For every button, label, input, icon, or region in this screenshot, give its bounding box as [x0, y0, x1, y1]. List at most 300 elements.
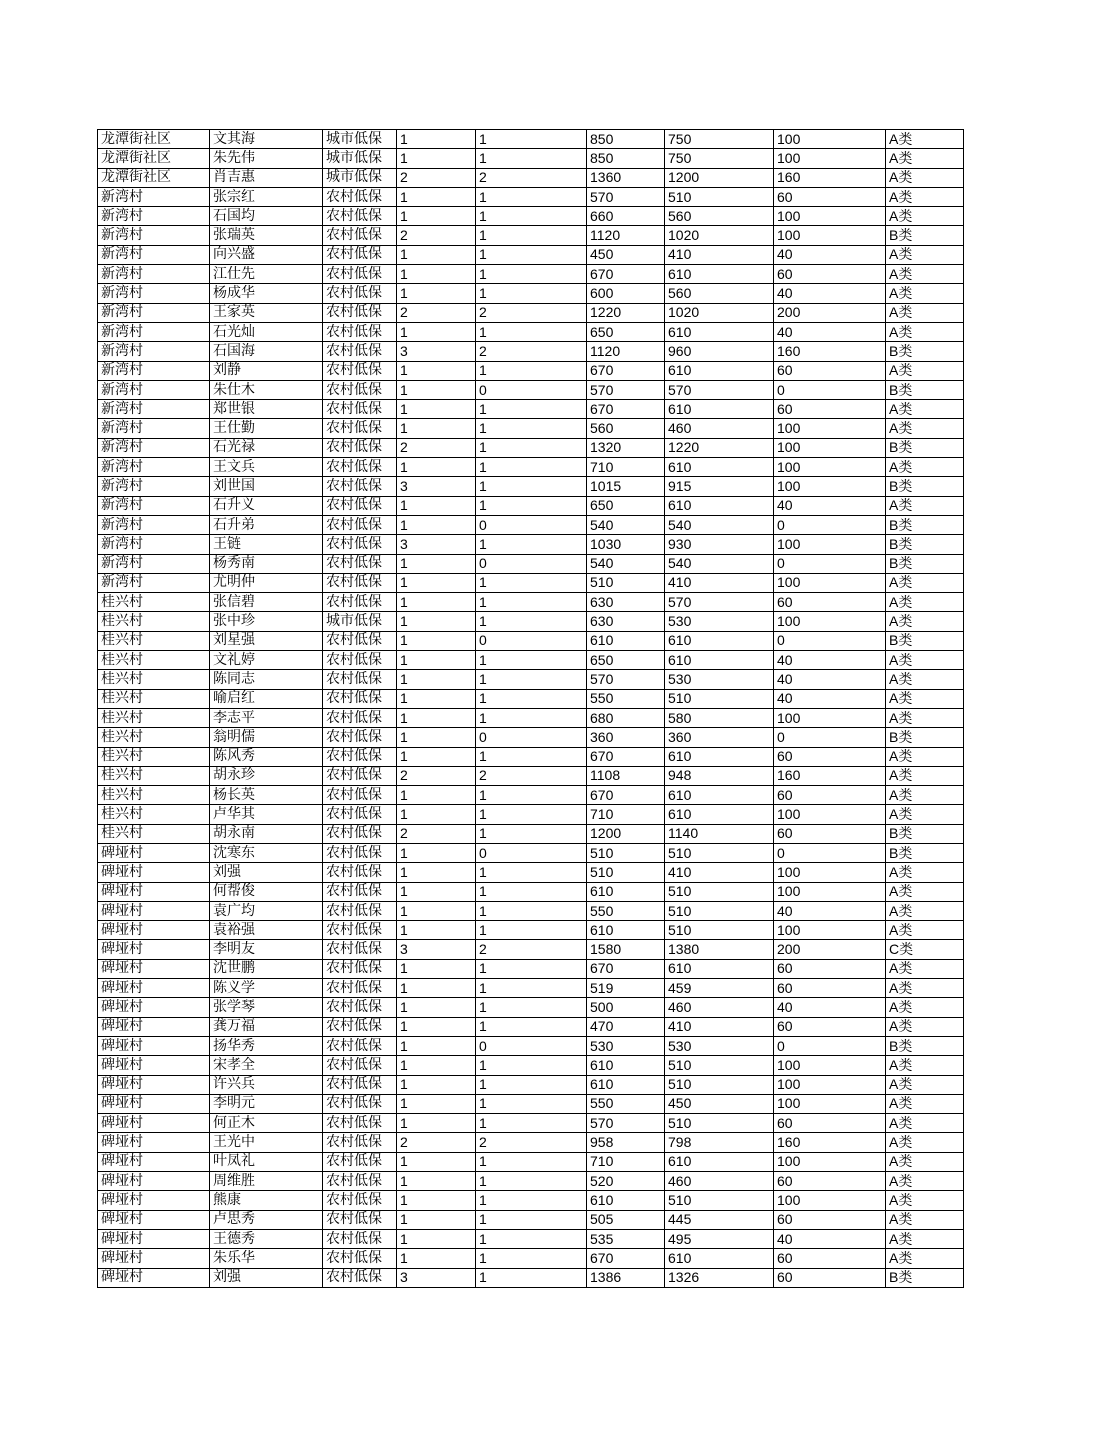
cell-subsidy-amount: 100: [774, 149, 886, 168]
cell-covered-persons: 1: [476, 1268, 587, 1287]
cell-name: 熊康: [210, 1191, 323, 1210]
cell-family-income: 610: [665, 322, 774, 341]
cell-subsidy-amount: 40: [774, 670, 886, 689]
cell-subsidy-amount: 100: [774, 1152, 886, 1171]
cell-category: 农村低保: [323, 1094, 397, 1113]
cell-covered-persons: 1: [476, 593, 587, 612]
cell-category: 农村低保: [323, 901, 397, 920]
cell-family-income: 960: [665, 342, 774, 361]
cell-subsidy-amount: 100: [774, 708, 886, 727]
cell-subsidy-amount: 40: [774, 689, 886, 708]
cell-village: 桂兴村: [98, 747, 210, 766]
cell-name: 石光灿: [210, 322, 323, 341]
table-row: [98, 1133, 964, 1152]
cell-name: 刘星强: [210, 631, 323, 650]
cell-subsidy-amount: 100: [774, 1075, 886, 1094]
cell-name: 何帮俊: [210, 882, 323, 901]
cell-category: 农村低保: [323, 1056, 397, 1075]
cell-class: A类: [886, 1114, 964, 1133]
cell-village: 龙潭街社区: [98, 149, 210, 168]
cell-class: A类: [886, 458, 964, 477]
cell-class: A类: [886, 265, 964, 284]
cell-covered-persons: 1: [476, 130, 587, 149]
cell-village: 新湾村: [98, 245, 210, 264]
cell-household-size: 2: [397, 1133, 476, 1152]
cell-standard-amount: 520: [587, 1172, 665, 1191]
table-row: [98, 651, 964, 670]
cell-class: B类: [886, 438, 964, 457]
cell-village: 桂兴村: [98, 766, 210, 785]
cell-household-size: 3: [397, 342, 476, 361]
cell-category: 农村低保: [323, 670, 397, 689]
cell-class: A类: [886, 689, 964, 708]
cell-standard-amount: 470: [587, 1017, 665, 1036]
cell-household-size: 1: [397, 130, 476, 149]
cell-class: B类: [886, 554, 964, 573]
cell-class: A类: [886, 303, 964, 322]
cell-household-size: 2: [397, 303, 476, 322]
cell-category: 农村低保: [323, 322, 397, 341]
cell-household-size: 1: [397, 979, 476, 998]
cell-covered-persons: 1: [476, 438, 587, 457]
cell-village: 碑垭村: [98, 1114, 210, 1133]
cell-subsidy-amount: 100: [774, 226, 886, 245]
cell-family-income: 610: [665, 458, 774, 477]
cell-village: 新湾村: [98, 477, 210, 496]
cell-covered-persons: 1: [476, 361, 587, 380]
cell-household-size: 1: [397, 728, 476, 747]
cell-family-income: 798: [665, 1133, 774, 1152]
cell-subsidy-amount: 100: [774, 458, 886, 477]
cell-family-income: 750: [665, 149, 774, 168]
cell-subsidy-amount: 200: [774, 940, 886, 959]
table-row: [98, 766, 964, 785]
cell-covered-persons: 1: [476, 245, 587, 264]
table-row: [98, 419, 964, 438]
cell-subsidy-amount: 60: [774, 1249, 886, 1268]
cell-category: 农村低保: [323, 187, 397, 206]
cell-standard-amount: 1108: [587, 766, 665, 785]
cell-household-size: 1: [397, 921, 476, 940]
cell-family-income: 560: [665, 207, 774, 226]
cell-category: 农村低保: [323, 1114, 397, 1133]
cell-name: 王家英: [210, 303, 323, 322]
cell-village: 碑垭村: [98, 1133, 210, 1152]
cell-name: 张学琴: [210, 998, 323, 1017]
cell-category: 农村低保: [323, 863, 397, 882]
cell-standard-amount: 510: [587, 863, 665, 882]
cell-name: 袁裕强: [210, 921, 323, 940]
cell-category: 农村低保: [323, 843, 397, 862]
cell-subsidy-amount: 40: [774, 496, 886, 515]
cell-class: B类: [886, 226, 964, 245]
cell-family-income: 610: [665, 265, 774, 284]
cell-class: A类: [886, 786, 964, 805]
cell-name: 王链: [210, 535, 323, 554]
cell-class: A类: [886, 207, 964, 226]
cell-household-size: 1: [397, 1075, 476, 1094]
cell-covered-persons: 1: [476, 670, 587, 689]
cell-family-income: 460: [665, 998, 774, 1017]
cell-covered-persons: 1: [476, 535, 587, 554]
cell-standard-amount: 540: [587, 554, 665, 573]
cell-family-income: 1220: [665, 438, 774, 457]
cell-standard-amount: 450: [587, 245, 665, 264]
cell-standard-amount: 1386: [587, 1268, 665, 1287]
cell-category: 农村低保: [323, 284, 397, 303]
cell-subsidy-amount: 40: [774, 901, 886, 920]
cell-household-size: 1: [397, 1056, 476, 1075]
cell-covered-persons: 2: [476, 168, 587, 187]
cell-standard-amount: 610: [587, 921, 665, 940]
table-row: [98, 438, 964, 457]
cell-family-income: 510: [665, 689, 774, 708]
cell-family-income: 530: [665, 670, 774, 689]
cell-household-size: 1: [397, 245, 476, 264]
cell-standard-amount: 670: [587, 786, 665, 805]
cell-subsidy-amount: 60: [774, 824, 886, 843]
relief-recipient-table: [97, 129, 964, 1288]
cell-covered-persons: 0: [476, 380, 587, 399]
cell-covered-persons: 1: [476, 1114, 587, 1133]
cell-name: 刘世国: [210, 477, 323, 496]
cell-household-size: 3: [397, 940, 476, 959]
cell-covered-persons: 1: [476, 207, 587, 226]
cell-name: 朱先伟: [210, 149, 323, 168]
cell-village: 碑垭村: [98, 921, 210, 940]
table-row: [98, 1036, 964, 1055]
cell-household-size: 1: [397, 265, 476, 284]
cell-class: A类: [886, 805, 964, 824]
cell-class: A类: [886, 1056, 964, 1075]
cell-household-size: 1: [397, 1229, 476, 1248]
cell-class: A类: [886, 593, 964, 612]
cell-subsidy-amount: 40: [774, 998, 886, 1017]
cell-standard-amount: 850: [587, 130, 665, 149]
table-row: [98, 901, 964, 920]
cell-standard-amount: 670: [587, 400, 665, 419]
cell-category: 农村低保: [323, 824, 397, 843]
cell-name: 王德秀: [210, 1229, 323, 1248]
table-row: [98, 824, 964, 843]
cell-family-income: 610: [665, 496, 774, 515]
cell-subsidy-amount: 100: [774, 1056, 886, 1075]
cell-name: 石光禄: [210, 438, 323, 457]
cell-village: 新湾村: [98, 361, 210, 380]
cell-name: 杨秀南: [210, 554, 323, 573]
cell-subsidy-amount: 0: [774, 728, 886, 747]
cell-covered-persons: 0: [476, 728, 587, 747]
cell-household-size: 1: [397, 786, 476, 805]
cell-category: 农村低保: [323, 1210, 397, 1229]
cell-household-size: 1: [397, 651, 476, 670]
cell-household-size: 2: [397, 226, 476, 245]
cell-family-income: 510: [665, 901, 774, 920]
cell-household-size: 1: [397, 747, 476, 766]
cell-household-size: 1: [397, 284, 476, 303]
cell-subsidy-amount: 0: [774, 554, 886, 573]
cell-standard-amount: 500: [587, 998, 665, 1017]
cell-family-income: 1020: [665, 226, 774, 245]
cell-subsidy-amount: 100: [774, 1191, 886, 1210]
cell-covered-persons: 1: [476, 149, 587, 168]
table-row: [98, 573, 964, 592]
cell-standard-amount: 610: [587, 1075, 665, 1094]
cell-family-income: 445: [665, 1210, 774, 1229]
cell-name: 石升弟: [210, 515, 323, 534]
cell-family-income: 510: [665, 1075, 774, 1094]
cell-household-size: 1: [397, 458, 476, 477]
cell-category: 农村低保: [323, 303, 397, 322]
cell-subsidy-amount: 60: [774, 1268, 886, 1287]
cell-village: 碑垭村: [98, 940, 210, 959]
cell-category: 城市低保: [323, 168, 397, 187]
table-row: [98, 1268, 964, 1287]
cell-family-income: 948: [665, 766, 774, 785]
cell-village: 新湾村: [98, 265, 210, 284]
cell-class: A类: [886, 708, 964, 727]
cell-name: 杨长英: [210, 786, 323, 805]
cell-name: 张中珍: [210, 612, 323, 631]
cell-subsidy-amount: 60: [774, 400, 886, 419]
cell-subsidy-amount: 100: [774, 130, 886, 149]
cell-household-size: 1: [397, 380, 476, 399]
cell-village: 碑垭村: [98, 1249, 210, 1268]
cell-category: 农村低保: [323, 1268, 397, 1287]
cell-category: 农村低保: [323, 631, 397, 650]
cell-name: 翁明儒: [210, 728, 323, 747]
table-row: [98, 149, 964, 168]
table-row: [98, 400, 964, 419]
cell-subsidy-amount: 0: [774, 1036, 886, 1055]
cell-category: 城市低保: [323, 130, 397, 149]
cell-standard-amount: 1200: [587, 824, 665, 843]
cell-subsidy-amount: 60: [774, 593, 886, 612]
cell-standard-amount: 550: [587, 901, 665, 920]
cell-name: 陈义学: [210, 979, 323, 998]
cell-family-income: 460: [665, 1172, 774, 1191]
cell-class: A类: [886, 651, 964, 670]
cell-category: 农村低保: [323, 1017, 397, 1036]
table-row: [98, 265, 964, 284]
cell-class: A类: [886, 979, 964, 998]
cell-covered-persons: 2: [476, 342, 587, 361]
table-row: [98, 245, 964, 264]
cell-class: A类: [886, 1210, 964, 1229]
cell-household-size: 1: [397, 419, 476, 438]
cell-category: 农村低保: [323, 1229, 397, 1248]
table-row: [98, 477, 964, 496]
cell-village: 新湾村: [98, 226, 210, 245]
cell-name: 郑世银: [210, 400, 323, 419]
cell-class: A类: [886, 1133, 964, 1152]
cell-standard-amount: 550: [587, 689, 665, 708]
cell-subsidy-amount: 60: [774, 786, 886, 805]
cell-standard-amount: 710: [587, 458, 665, 477]
cell-category: 农村低保: [323, 419, 397, 438]
cell-family-income: 750: [665, 130, 774, 149]
cell-name: 卢思秀: [210, 1210, 323, 1229]
cell-name: 卢华其: [210, 805, 323, 824]
cell-category: 农村低保: [323, 554, 397, 573]
cell-village: 桂兴村: [98, 708, 210, 727]
cell-household-size: 1: [397, 959, 476, 978]
cell-category: 农村低保: [323, 651, 397, 670]
cell-category: 农村低保: [323, 786, 397, 805]
cell-class: A类: [886, 187, 964, 206]
cell-village: 碑垭村: [98, 1017, 210, 1036]
cell-category: 农村低保: [323, 535, 397, 554]
cell-household-size: 1: [397, 187, 476, 206]
cell-household-size: 1: [397, 361, 476, 380]
cell-family-income: 610: [665, 959, 774, 978]
cell-standard-amount: 630: [587, 593, 665, 612]
cell-covered-persons: 1: [476, 496, 587, 515]
cell-village: 碑垭村: [98, 1229, 210, 1248]
cell-village: 碑垭村: [98, 998, 210, 1017]
cell-covered-persons: 1: [476, 805, 587, 824]
cell-class: A类: [886, 245, 964, 264]
cell-subsidy-amount: 100: [774, 573, 886, 592]
cell-category: 农村低保: [323, 940, 397, 959]
table-row: [98, 1017, 964, 1036]
cell-class: A类: [886, 766, 964, 785]
cell-village: 桂兴村: [98, 728, 210, 747]
cell-family-income: 1326: [665, 1268, 774, 1287]
cell-class: A类: [886, 612, 964, 631]
cell-standard-amount: 1220: [587, 303, 665, 322]
cell-covered-persons: 1: [476, 901, 587, 920]
cell-standard-amount: 550: [587, 1094, 665, 1113]
cell-covered-persons: 1: [476, 1210, 587, 1229]
cell-class: A类: [886, 322, 964, 341]
cell-covered-persons: 1: [476, 1191, 587, 1210]
cell-village: 碑垭村: [98, 1075, 210, 1094]
cell-name: 龚万福: [210, 1017, 323, 1036]
cell-class: A类: [886, 1094, 964, 1113]
cell-category: 农村低保: [323, 747, 397, 766]
cell-subsidy-amount: 160: [774, 1133, 886, 1152]
cell-village: 新湾村: [98, 207, 210, 226]
cell-subsidy-amount: 100: [774, 863, 886, 882]
cell-category: 农村低保: [323, 265, 397, 284]
cell-covered-persons: 1: [476, 708, 587, 727]
table-row: [98, 130, 964, 149]
cell-covered-persons: 1: [476, 998, 587, 1017]
cell-name: 杨成华: [210, 284, 323, 303]
cell-village: 新湾村: [98, 554, 210, 573]
cell-village: 新湾村: [98, 322, 210, 341]
table-row: [98, 342, 964, 361]
cell-village: 新湾村: [98, 535, 210, 554]
cell-covered-persons: 1: [476, 689, 587, 708]
cell-family-income: 410: [665, 245, 774, 264]
cell-subsidy-amount: 200: [774, 303, 886, 322]
table-row: [98, 1094, 964, 1113]
table-row: [98, 863, 964, 882]
table-row: [98, 593, 964, 612]
table-row: [98, 1075, 964, 1094]
cell-household-size: 1: [397, 515, 476, 534]
cell-name: 刘强: [210, 863, 323, 882]
cell-standard-amount: 650: [587, 322, 665, 341]
cell-name: 肖吉惠: [210, 168, 323, 187]
cell-subsidy-amount: 100: [774, 207, 886, 226]
cell-category: 农村低保: [323, 1249, 397, 1268]
cell-category: 农村低保: [323, 245, 397, 264]
cell-name: 胡永珍: [210, 766, 323, 785]
cell-subsidy-amount: 100: [774, 477, 886, 496]
cell-village: 碑垭村: [98, 1056, 210, 1075]
table-row: [98, 496, 964, 515]
table-row: [98, 959, 964, 978]
cell-subsidy-amount: 160: [774, 168, 886, 187]
cell-household-size: 1: [397, 1114, 476, 1133]
cell-name: 王文兵: [210, 458, 323, 477]
cell-covered-persons: 1: [476, 1094, 587, 1113]
cell-covered-persons: 1: [476, 786, 587, 805]
cell-household-size: 2: [397, 766, 476, 785]
cell-category: 农村低保: [323, 207, 397, 226]
cell-subsidy-amount: 40: [774, 322, 886, 341]
table-row: [98, 515, 964, 534]
cell-family-income: 460: [665, 419, 774, 438]
cell-subsidy-amount: 100: [774, 921, 886, 940]
cell-class: A类: [886, 130, 964, 149]
cell-category: 农村低保: [323, 1075, 397, 1094]
cell-covered-persons: 1: [476, 1056, 587, 1075]
cell-name: 朱乐华: [210, 1249, 323, 1268]
cell-family-income: 1200: [665, 168, 774, 187]
cell-village: 龙潭街社区: [98, 130, 210, 149]
cell-family-income: 540: [665, 554, 774, 573]
table-row: [98, 187, 964, 206]
cell-name: 向兴盛: [210, 245, 323, 264]
cell-village: 桂兴村: [98, 593, 210, 612]
cell-category: 农村低保: [323, 1036, 397, 1055]
cell-family-income: 610: [665, 747, 774, 766]
cell-standard-amount: 670: [587, 265, 665, 284]
cell-household-size: 2: [397, 168, 476, 187]
cell-class: A类: [886, 496, 964, 515]
cell-category: 农村低保: [323, 979, 397, 998]
cell-subsidy-amount: 0: [774, 631, 886, 650]
cell-village: 桂兴村: [98, 651, 210, 670]
cell-covered-persons: 1: [476, 226, 587, 245]
cell-name: 喻启红: [210, 689, 323, 708]
cell-standard-amount: 1120: [587, 226, 665, 245]
cell-category: 农村低保: [323, 573, 397, 592]
cell-village: 碑垭村: [98, 1172, 210, 1191]
cell-covered-persons: 1: [476, 882, 587, 901]
cell-covered-persons: 1: [476, 921, 587, 940]
cell-category: 农村低保: [323, 882, 397, 901]
cell-family-income: 510: [665, 187, 774, 206]
cell-standard-amount: 650: [587, 496, 665, 515]
cell-village: 碑垭村: [98, 863, 210, 882]
table-row: [98, 921, 964, 940]
cell-name: 李明元: [210, 1094, 323, 1113]
table-row: [98, 1172, 964, 1191]
cell-covered-persons: 2: [476, 766, 587, 785]
table-row: [98, 843, 964, 862]
cell-household-size: 1: [397, 689, 476, 708]
cell-standard-amount: 530: [587, 1036, 665, 1055]
cell-covered-persons: 1: [476, 824, 587, 843]
cell-category: 农村低保: [323, 361, 397, 380]
cell-village: 新湾村: [98, 342, 210, 361]
cell-class: A类: [886, 901, 964, 920]
